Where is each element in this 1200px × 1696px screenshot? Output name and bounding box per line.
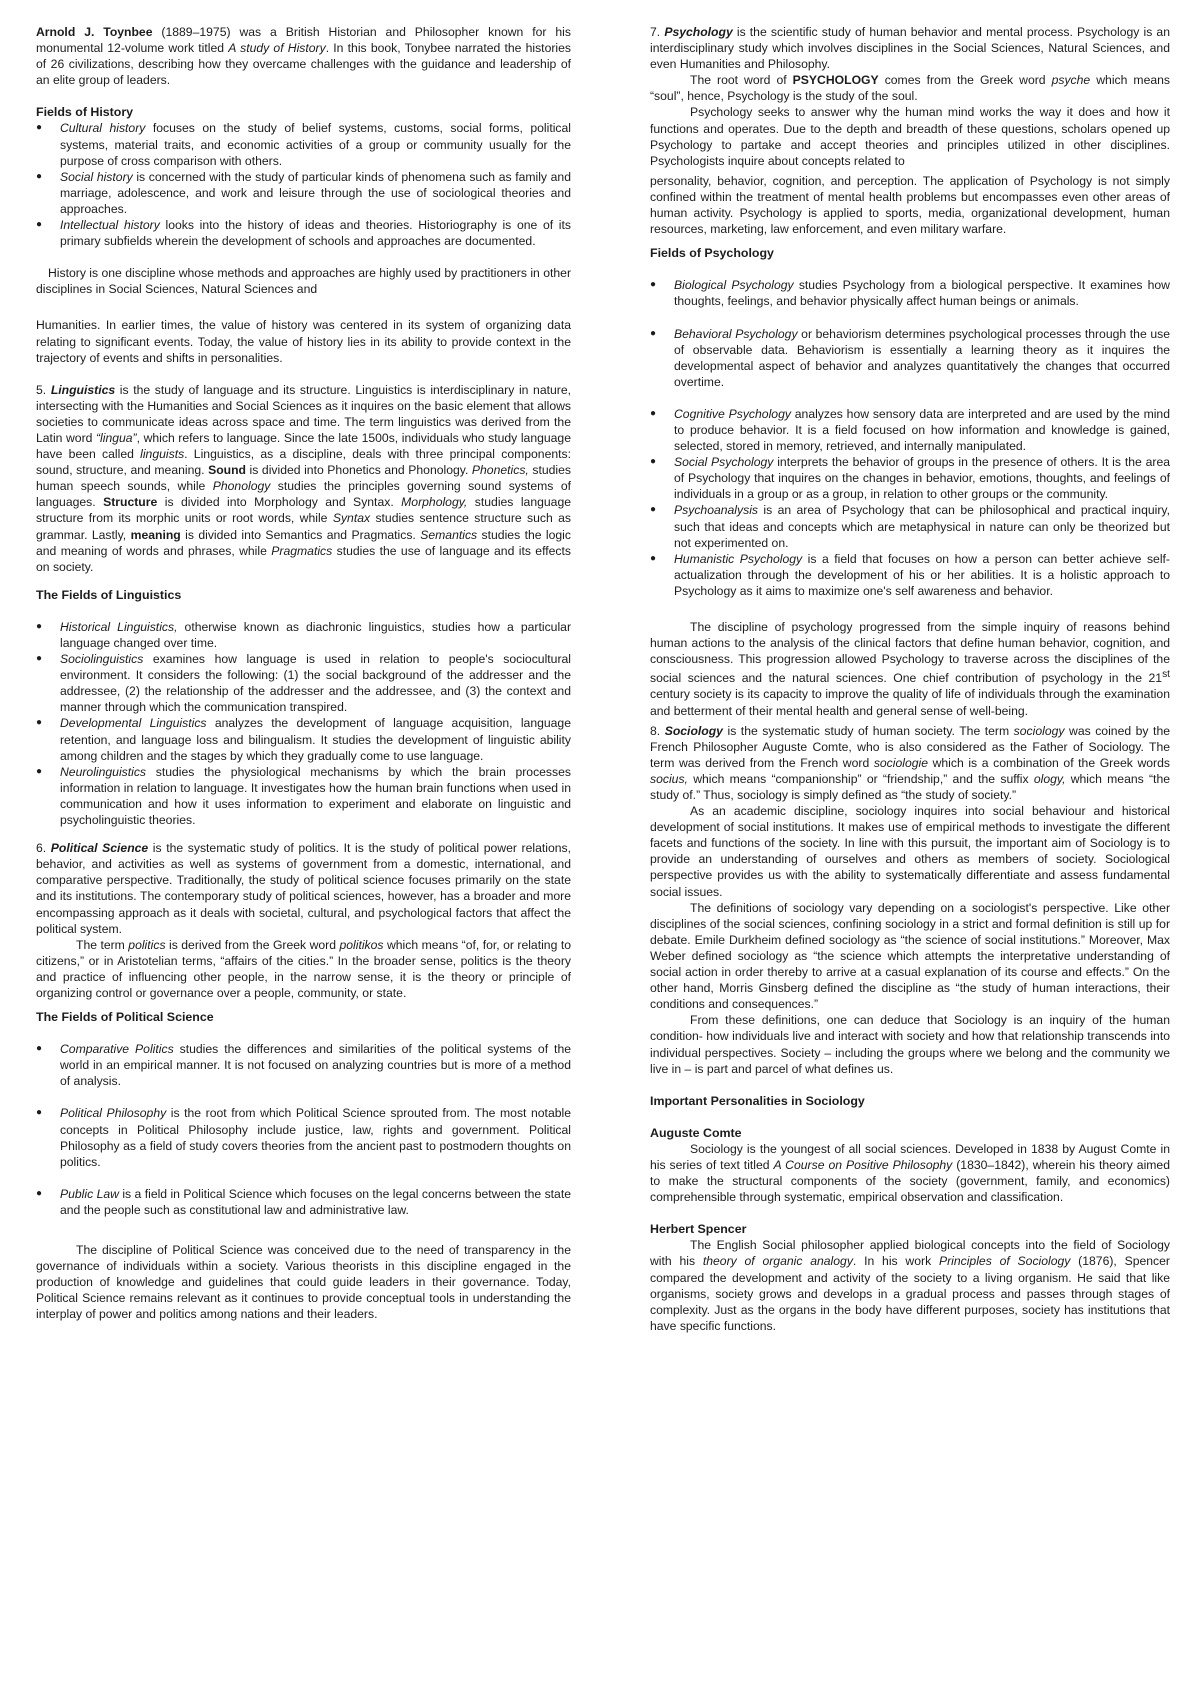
- history-paragraph-2: Humanities. In earlier times, the value of history was centered in its system of organizing data relating to significant events. Today, the value of history lies in its ability to provide context in the trajectory of events and shifts in personalities.: [36, 318, 571, 365]
- psychology-fields-list: [650, 277, 1170, 599]
- linguistics-paragraph: 5. Linguistics is the study of language and its structure. Linguistics is interdisciplinary in nature, intersecting with the Humanities and Social Sciences as it inquires on the basic element that allows societies to communicate ideas across space and time. The term linguistics was derived from the Latin word “lingua”, which refers to language. Since the late 1500s, individuals who study language have been called linguists. Linguistics, as a discipline, deals with three principal components: sound, structure, and meaning. Sound is divided into Phonetics and Phonology. Phonetics, studies human speech sounds, while Phonology studies the principles governing sound systems of languages. Structure is divided into Morphology and Syntax. Morphology, studies language structure from its morphic units or root words, while Syntax studies sentence structure such as grammar. Lastly, meaning is divided into Semantics and Pragmatics. Semantics studies the logic and meaning of words and phrases, while Pragmatics studies the use of language and its effects on society.: [36, 382, 572, 574]
- list-item: ● Comparative Politics studies the differences and similarities of the political systems of the world in an empirical manner. It is not focused on analyzing countries but is more of a method of analysis.: [36, 1041, 571, 1089]
- psychology-root-paragraph: The root word of PSYCHOLOGY comes from the Greek word psyche which means “soul”, hence, Psychology is the study of the soul.: [650, 73, 1170, 104]
- history-intro: Arnold J. Toynbee (1889–1975) was a British Historian and Philosopher known for his monumental 12-volume work titled A study of History. In this book, Tonybee narrated the histories of 26 civilizations, describing how they overcame challenges with the guidance and leadership of an elite group of leaders.: [36, 25, 571, 88]
- spencer-paragraph: The English Social philosopher applied biological concepts into the field of Sociology with his theory of organic analogy. In his work Principles of Sociology (1876), Spencer compared the development and activity of the society to a living organism. He said that like organisms, society grows and develops in a gradual process and passes through stages of complexity. Just as the organs in the body have different purposes, society has institutions that have specific functions.: [650, 1238, 1170, 1333]
- political-science-fields-heading: The Fields of Political Science: [36, 1010, 214, 1025]
- linguistics-fields-list: [36, 619, 571, 828]
- psychology-closing: The discipline of psychology progressed from the simple inquiry of reasons behind human actions to the analysis of the clinical factors that define human behavior, cognition, and consciousness. This progression allowed Psychology to traverse across the disciplines of the social sciences and the natural sciences. One chief contribution of psychology in the 21st century society is its capacity to improve the quality of life of individuals through the examination and betterment of their mental health and general sense of well-being.: [650, 620, 1170, 718]
- list-item: ● Psychoanalysis is an area of Psychology that can be philosophical and practical inquiry, such that ideas and concepts which are metaphysical in nature can only be theorized but not experimented on.: [650, 502, 1170, 550]
- list-item: ● Biological Psychology studies Psychology from a biological perspective. It examines how thoughts, feelings, and behavior physically affect human beings or animals.: [650, 277, 1170, 309]
- list-item: ● Historical Linguistics, otherwise known as diachronic linguistics, studies how a particular language changed over time.: [36, 619, 571, 651]
- list-item: ● Developmental Linguistics analyzes the development of language acquisition, language retention, and language loss and bilingualism. It studies the development of linguistic ability among children and the stages by which they gradually come to use language.: [36, 715, 571, 763]
- list-item: ● Social Psychology interprets the behavior of groups in the presence of others. It is the area of Psychology that inquires on the changes in behavior, emotions, thoughts, and feelings of individuals in a group or as a group, in relation to other groups or the community.: [650, 454, 1170, 502]
- right-column: [650, 24, 1170, 1334]
- personalities-heading: Important Personalities in Sociology: [650, 1093, 865, 1108]
- list-item: ● Neurolinguistics studies the physiological mechanisms by which the brain processes information in relation to language. It investigates how the human brain functions when used in communication and how it uses information to experiment and elaborate on linguistic and psycholinguistic theories.: [36, 764, 571, 828]
- psychology-paragraph-4: personality, behavior, cognition, and perception. The application of Psychology is not simply confined within the treatment of mental health problems but encompasses even other areas of human activity. Psychology is applied to sports, media, organizational development, human resources, marketing, law enforcement, and even military warfare.: [650, 173, 1170, 237]
- history-fields-heading: Fields of History: [36, 105, 134, 120]
- toynbee-name: Arnold J. Toynbee: [36, 25, 153, 39]
- comte-paragraph: Sociology is the youngest of all social sciences. Developed in 1838 by August Comte in his series of text titled A Course on Positive Philosophy (1830–1842), wherein his theory aimed to make the structural components of the society (government, family, and economics) comprehensible through systematic, empirical observation and classification.: [650, 1141, 1170, 1205]
- sociology-paragraph-4: From these definitions, one can deduce that Sociology is an inquiry of the human condition- how individuals live and interact with society and how that relationship transcends into individual perspectives. Society – including the groups where we belong and the community we live in – is part and parcel of what defines us.: [650, 1013, 1170, 1076]
- list-item: ● Political Philosophy is the root from which Political Science sprouted from. The most notable concepts in Political Philosophy include justice, law, rights and government. Political Philosophy as a field of study covers theories from the ancient past to postmodern thoughts on politics.: [36, 1105, 571, 1169]
- sociology-paragraph-2: As an academic discipline, sociology inquires into social behaviour and historical development of social institutions. It makes use of empirical methods to investigate the different facets and functions of the society. In line with this pursuit, the important aim of Sociology is to provide an understanding of ourselves and others as members of society. Sociological perspective provides us with the ability to systematically differentiate and assess fundamental social issues.: [650, 804, 1170, 899]
- spencer-heading: Herbert Spencer: [650, 1222, 747, 1237]
- linguistics-fields-heading: The Fields of Linguistics: [36, 587, 182, 602]
- political-science-fields-list: [36, 1041, 571, 1218]
- politics-etymology-paragraph: The term politics is derived from the Greek word politikos which means “of, for, or relating to citizens,” or in Aristotelian terms, “affairs of the cities.” In the broader sense, politics is the theory and practice of influencing other people, in the narrow sense, it is the theory or principle of organizing control or governance over a people, community, or state.: [36, 937, 571, 1000]
- list-item: ● Cultural history focuses on the study of belief systems, customs, social forms, political systems, material traits, and economic activities of a group or community usually for the purpose of cross comparison with others.: [36, 120, 571, 168]
- list-item: ● Public Law is a field in Political Science which focuses on the legal concerns between the state and the people such as constitutional law and administrative law.: [36, 1186, 571, 1218]
- left-column: [36, 24, 571, 1322]
- political-science-closing: The discipline of Political Science was conceived due to the need of transparency in the governance of individuals within a society. Various theorists in this discipline engaged in the production of knowledge and guidelines that could guide leaders in their governance. Today, Political Science remains relevant as it continues to provide conceptual tools in understanding the interplay of power and politics among nations and their leaders.: [36, 1243, 571, 1322]
- list-item: ● Intellectual history looks into the history of ideas and theories. Historiography is one of its primary subfields wherein the development of schools and approaches are documented.: [36, 217, 571, 249]
- psychology-paragraph: 7. Psychology is the scientific study of human behavior and mental process. Psychology is an interdisciplinary study which involves disciplines in the Social Sciences, Natural Sciences, and even Humanities and Philosophy.: [650, 25, 1170, 72]
- list-item: ● Sociolinguistics examines how language is used in relation to people's sociocultural environment. It considers the following: (1) the social background of the addresser and the addressee, (2) the relationship of the addresser and the addressee, and (3) the context and manner through which the communication transpired.: [36, 651, 571, 715]
- psychology-fields-heading: Fields of Psychology: [650, 246, 774, 261]
- sociology-paragraph: 8. Sociology is the systematic study of human society. The term sociology was coined by the French Philosopher Auguste Comte, who is also considered as the Father of Sociology. The term was derived from the French word sociologie which is a combination of the Greek words socius, which means “companionship” or “friendship,” and the suffix ology, which means “the study of.” Thus, sociology is simply defined as “the study of society.”: [650, 723, 1171, 802]
- list-item: ● Social history is concerned with the study of particular kinds of phenomena such as family and marriage, adolescence, and work and leisure through the use of sociological theories and approaches.: [36, 169, 571, 217]
- sociology-paragraph-3: The definitions of sociology vary depending on a sociologist's perspective. Like other disciplines of the social sciences, confining sociology in a strict and formal definition is still up for debate. Emile Durkheim defined sociology as “the science of social institutions.” Moreover, Max Weber defined sociology as “the science which attempts the interpretative understanding of social action in order thereby to arrive at a casual explanation of its course and effects.” On the other hand, Morris Ginsberg defined the discipline as “the study of human interactions, their conditions and consequences.”: [650, 900, 1170, 1012]
- list-item: ● Cognitive Psychology analyzes how sensory data are interpreted and are used by the mind to produce behavior. It is a field focused on how information and knowledge is gained, selected, stored in memory, retrieved, and internally manipulated.: [650, 406, 1170, 454]
- history-fields-list: [36, 120, 571, 249]
- comte-heading: Auguste Comte: [650, 1125, 742, 1140]
- list-item: ● Behavioral Psychology or behaviorism determines psychological processes through the use of observable data. Behaviorism is essentially a learning theory as it inquires the developmental aspect of behavior and analyzes quantitatively the changes that occurred overtime.: [650, 326, 1170, 390]
- psychology-paragraph-3: Psychology seeks to answer why the human mind works the way it does and how it functions and operates. Due to the depth and breadth of these questions, scholars opened up Psychology to partake and accept theories and principles utilized in other disciplines. Psychologists inquire about concepts related to: [650, 105, 1170, 168]
- history-paragraph: History is one discipline whose methods and approaches are highly used by practitioners in other disciplines in Social Sciences, Natural Sciences and: [36, 266, 571, 297]
- list-item: ● Humanistic Psychology is a field that focuses on how a person can better achieve self-actualization through the development of his or her abilities. It is a holistic approach to Psychology as it aims to maximize one's self awareness and behavior.: [650, 551, 1170, 599]
- political-science-paragraph: 6. Political Science is the systematic study of politics. It is the study of political power relations, behavior, and activities as well as systems of government from a domestic, international, and comparative perspective. Traditionally, the study of political science focuses primarily on the state and its institutions. The contemporary study of political sciences, however, has a broader and more encompassing approach as it deals with societal, cultural, and psychological factors that affect the political system.: [36, 841, 571, 936]
